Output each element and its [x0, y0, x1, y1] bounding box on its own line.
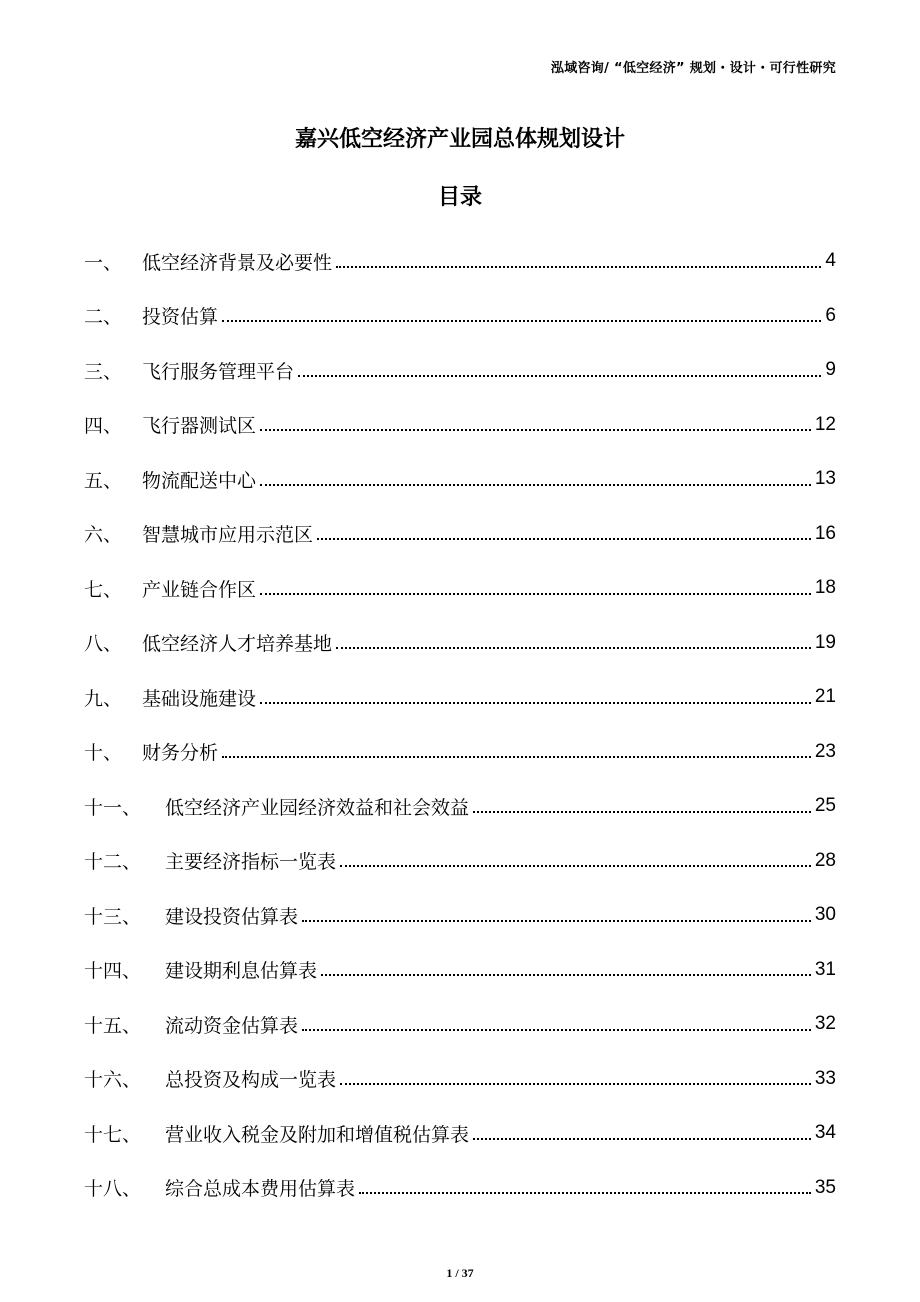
toc-entry-label: 飞行服务管理平台: [142, 360, 295, 383]
toc-entry-label: 财务分析: [142, 742, 219, 765]
toc-entry-label: 投资估算: [142, 306, 219, 329]
page-header: 泓域咨询/ “低空经济” 规划・设计・可行性研究: [550, 61, 836, 76]
toc-dot-leader: [473, 1137, 811, 1140]
toc-entry-number: 十二、: [84, 851, 142, 874]
toc-entry-label: 主要经济指标一览表: [165, 851, 337, 874]
toc-entry-number: 五、: [84, 469, 123, 492]
toc-entry-label: 飞行器测试区: [142, 415, 257, 438]
toc-entry-page: 28: [814, 849, 836, 871]
toc-dot-leader: [222, 319, 821, 322]
toc-dot-leader: [260, 701, 811, 704]
toc-entry[interactable]: [84, 289, 836, 344]
toc-entry-page: 21: [814, 686, 836, 708]
toc-entry-page: 25: [814, 795, 836, 817]
toc-entry-number: 八、: [84, 633, 123, 656]
page-number-footer: 1 / 37: [446, 1266, 474, 1280]
toc-entry-label: 基础设施建设: [142, 687, 257, 710]
toc-entry[interactable]: [84, 997, 836, 1052]
toc-entry-label: 总投资及构成一览表: [165, 1069, 337, 1092]
toc-entry[interactable]: [84, 234, 836, 289]
toc-entry-page: 4: [825, 250, 836, 272]
toc-dot-leader: [260, 428, 811, 431]
toc-entry[interactable]: [84, 616, 836, 671]
toc-entry-label: 建设投资估算表: [165, 905, 299, 928]
toc-entry-page: 31: [814, 958, 836, 980]
toc-entry-number: 一、: [84, 251, 123, 274]
toc-entry-page: 32: [814, 1013, 836, 1035]
toc-entry-number: 七、: [84, 578, 123, 601]
toc-entry-number: 十、: [84, 742, 123, 765]
toc-entry-number: 十八、: [84, 1178, 142, 1201]
toc-dot-leader: [336, 646, 811, 649]
toc-entry[interactable]: [84, 779, 836, 834]
toc-entry[interactable]: [84, 1106, 836, 1161]
toc-entry[interactable]: [84, 561, 836, 616]
toc-entry[interactable]: [84, 943, 836, 998]
toc-entry-label: 建设期利息估算表: [165, 960, 318, 983]
toc-entry-label: 产业链合作区: [142, 578, 257, 601]
toc-dot-leader: [302, 919, 811, 922]
toc-entry-page: 30: [814, 904, 836, 926]
toc-entry[interactable]: [84, 1161, 836, 1216]
toc-entry-page: 12: [814, 413, 836, 435]
toc-entry[interactable]: [84, 507, 836, 562]
toc-entry-page: 13: [814, 468, 836, 490]
toc-entry[interactable]: [84, 670, 836, 725]
toc-dot-leader: [222, 755, 811, 758]
toc-entry-number: 十七、: [84, 1123, 142, 1146]
toc-entry-page: 18: [814, 577, 836, 599]
toc-entry[interactable]: [84, 343, 836, 398]
toc-entry-label: 营业收入税金及附加和增值税估算表: [165, 1123, 470, 1146]
toc-entry-label: 流动资金估算表: [165, 1014, 299, 1037]
toc-entry-number: 十四、: [84, 960, 142, 983]
toc-entry[interactable]: [84, 398, 836, 453]
toc-entry-page: 35: [814, 1176, 836, 1198]
toc-entry[interactable]: [84, 888, 836, 943]
toc-entry-label: 低空经济产业园经济效益和社会效益: [165, 796, 470, 819]
toc-dot-leader: [302, 1028, 811, 1031]
toc-entry-number: 四、: [84, 415, 123, 438]
toc-dot-leader: [298, 374, 821, 377]
toc-dot-leader: [317, 537, 811, 540]
toc-entry-page: 34: [814, 1122, 836, 1144]
toc-entry-page: 16: [814, 522, 836, 544]
toc-dot-leader: [260, 483, 811, 486]
toc-entry-number: 十六、: [84, 1069, 142, 1092]
document-title: 嘉兴低空经济产业园总体规划设计: [294, 127, 625, 152]
toc-entry-label: 低空经济背景及必要性: [142, 251, 333, 274]
toc-entry-number: 三、: [84, 360, 123, 383]
toc-entry-number: 十三、: [84, 905, 142, 928]
toc-entry[interactable]: [84, 834, 836, 889]
toc-entry-page: 23: [814, 740, 836, 762]
toc-heading: 目录: [437, 185, 482, 210]
toc-dot-leader: [321, 973, 811, 976]
toc-entry-number: 六、: [84, 524, 123, 547]
toc-dot-leader: [340, 1082, 811, 1085]
toc-entry-page: 33: [814, 1067, 836, 1089]
toc-dot-leader: [340, 864, 811, 867]
toc-entry-page: 9: [825, 359, 836, 381]
toc-entry-number: 十五、: [84, 1014, 142, 1037]
toc-entry-label: 低空经济人才培养基地: [142, 633, 333, 656]
toc-dot-leader: [260, 592, 811, 595]
toc-entry[interactable]: [84, 725, 836, 780]
toc-entry-page: 6: [825, 304, 836, 326]
toc-entry-number: 九、: [84, 687, 123, 710]
toc-dot-leader: [473, 810, 811, 813]
toc-dot-leader: [336, 265, 821, 268]
table-of-contents: [84, 234, 836, 1215]
toc-entry-label: 智慧城市应用示范区: [142, 524, 314, 547]
toc-entry-label: 综合总成本费用估算表: [165, 1178, 356, 1201]
toc-entry[interactable]: [84, 452, 836, 507]
toc-entry-page: 19: [814, 631, 836, 653]
toc-dot-leader: [359, 1191, 811, 1194]
toc-entry-number: 二、: [84, 306, 123, 329]
toc-entry-number: 十一、: [84, 796, 142, 819]
toc-entry-label: 物流配送中心: [142, 469, 257, 492]
toc-entry[interactable]: [84, 1052, 836, 1107]
